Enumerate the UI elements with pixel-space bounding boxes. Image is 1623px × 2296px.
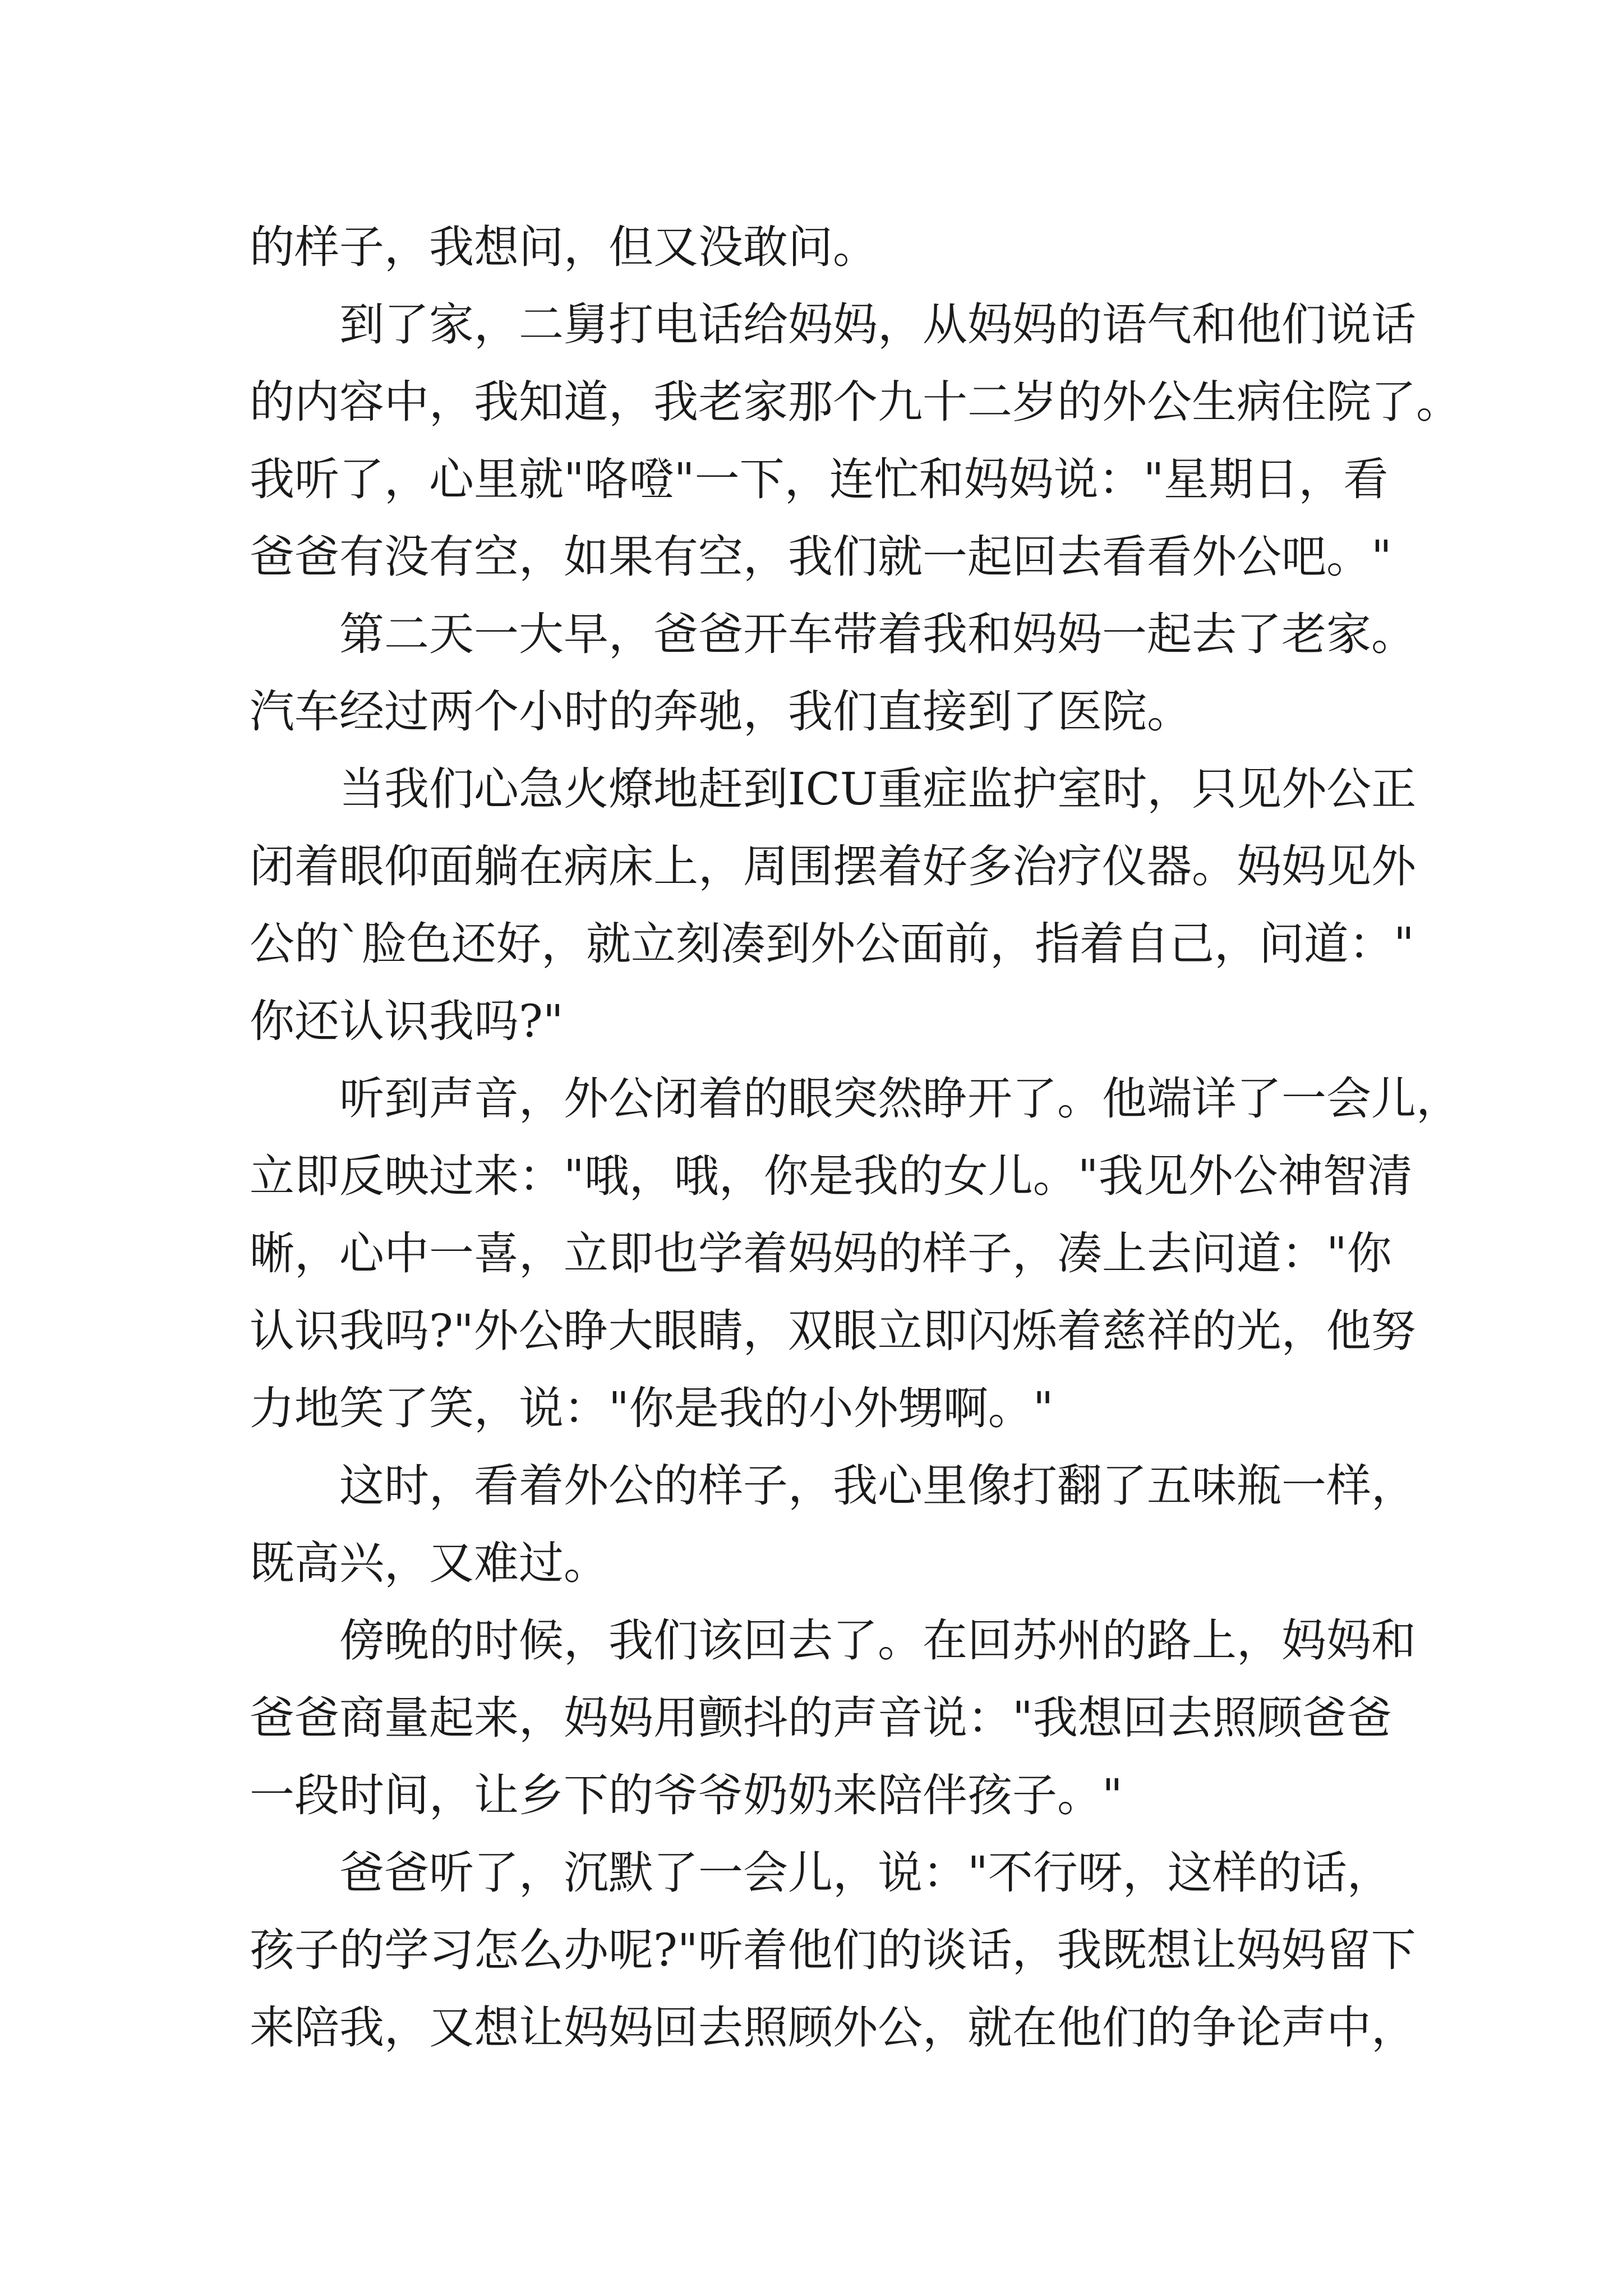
text-line-19: 傍晚的时候，我们该回去了。在回苏州的路上，妈妈和 (250, 1614, 1416, 1667)
text-line-23: 孩子的学习怎么办呢?"听着他们的谈话，我既想让妈妈留下 (250, 1924, 1416, 1976)
text-line-20: 爸爸商量起来，妈妈用颤抖的声音说："我想回去照顾爸爸 (250, 1692, 1392, 1744)
text-line-15: 认识我吗?"外公睁大眼睛，双眼立即闪烁着慈祥的光，他努 (250, 1305, 1416, 1357)
text-line-18: 既高兴，又难过。 (250, 1537, 608, 1589)
text-line-17: 这时，看着外公的样子，我心里像打翻了五味瓶一样， (250, 1460, 1416, 1512)
text-line-13: 立即反映过来："哦，哦，你是我的女儿。"我见外公神智清 (250, 1150, 1413, 1202)
text-line-7: 汽车经过两个小时的奔驰，我们直接到了医院。 (250, 685, 1192, 738)
text-line-5: 爸爸有没有空，如果有空，我们就一起回去看看外公吧。" (250, 531, 1392, 583)
text-line-3: 的内容中，我知道，我老家那个九十二岁的外公生病住院了。 (250, 376, 1461, 428)
text-line-2: 到了家，二舅打电话给妈妈，从妈妈的语气和他们说话 (250, 298, 1416, 351)
body-text (250, 209, 1461, 2067)
text-line-21: 一段时间，让乡下的爷爷奶奶来陪伴孩子。" (250, 1769, 1123, 1821)
text-line-22: 爸爸听了，沉默了一会儿，说："不行呀，这样的话， (250, 1847, 1392, 1899)
text-line-24: 来陪我，又想让妈妈回去照顾外公，就在他们的争论声中， (250, 2001, 1416, 2054)
text-line-1: 的样子，我想问，但又没敢问。 (250, 221, 878, 273)
text-line-11: 你还认识我吗?" (250, 995, 564, 1047)
text-line-8: 当我们心急火燎地赶到ICU重症监护室时，只见外公正 (250, 763, 1417, 815)
text-line-4: 我听了，心里就"咯噔"一下，连忙和妈妈说："星期日，看 (250, 453, 1389, 505)
text-line-9: 闭着眼仰面躺在病床上，周围摆着好多治疗仪器。妈妈见外 (250, 840, 1416, 892)
text-line-12: 听到声音，外公闭着的眼突然睁开了。他端详了一会儿， (250, 1073, 1461, 1125)
text-line-16: 力地笑了笑，说："你是我的小外甥啊。" (250, 1382, 1054, 1434)
text-line-14: 晰，心中一喜，立即也学着妈妈的样子，凑上去问道："你 (250, 1227, 1392, 1280)
text-line-6: 第二天一大早，爸爸开车带着我和妈妈一起去了老家。 (250, 608, 1416, 660)
text-line-10: 公的`脸色还好，就立刻凑到外公面前，指着自己，问道：" (250, 918, 1414, 970)
